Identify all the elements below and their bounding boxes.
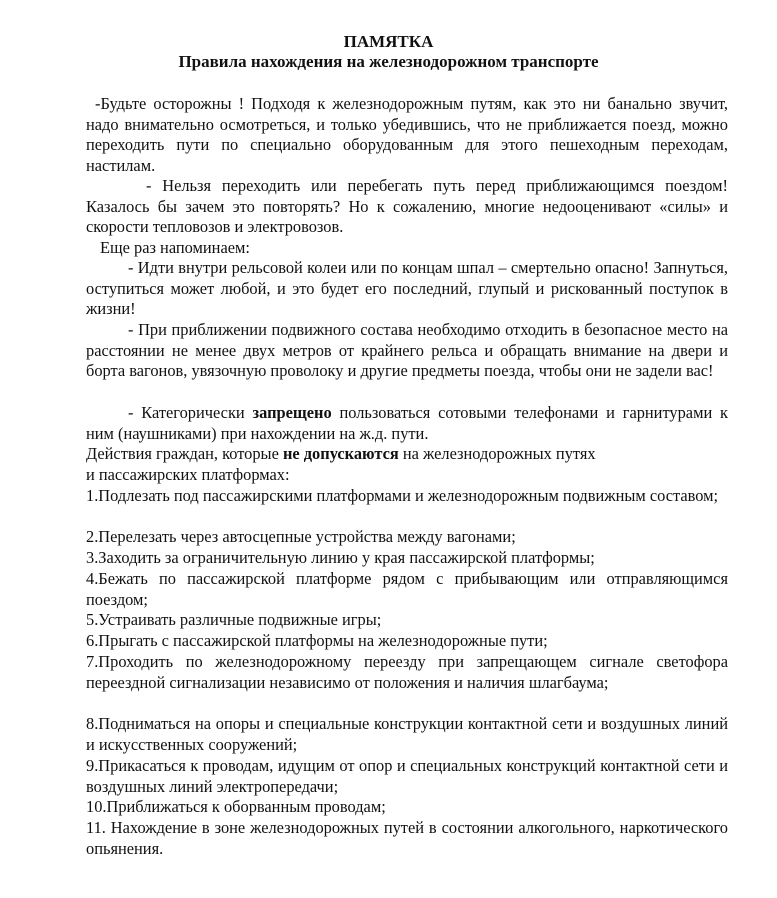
intro-paragraph: - При приближении подвижного состава необходимо отходить в безопасное место на расстоянии не менее двух метров от крайнего рельса и обращать внимание на двери и борта вагонов, увязочную проволоку и другие предметы поезда, чтобы они не задели вас! [86,320,728,380]
list-item: 8.Подниматься на опоры и специальные конструкции контактной сети и воздушных линий и искусственных сооружений; [86,714,728,754]
page-title: ПАМЯТКА [343,32,434,51]
phone-rule-emphasis: запрещено [252,403,332,422]
list-item: 10.Приближаться к оборванным проводам; [86,797,386,816]
list-item: 7.Проходить по железнодорожному переезду при запрещающем сигнале светофора переездной сигнализации независимо от положения и наличия шлагбаума; [86,652,728,692]
intro-paragraph: -Будьте осторожны ! Подходя к железнодорожным путям, как это ни банально звучит, надо внимательно осмотреться, и только убедившись, что не приближается поезд, можно переходить пути по специально оборудованным для этого пешеходным переходам, настилам. [86,94,728,175]
list-item: 11. Нахождение в зоне железнодорожных путей в состоянии алкогольного, наркотического опьянения. [86,818,728,858]
list-item: 3.Заходить за ограничительную линию у края пассажирской платформы; [86,548,595,567]
list-intro-emphasis: не допускаются [282,444,399,463]
list-intro-text: на железнодорожных путях [398,444,596,463]
list-item: 1.Подлезать под пассажирскими платформами и железнодорожным подвижным составом; [86,486,719,505]
list-intro-text: Действия граждан, которые [86,444,283,463]
list-item: 4.Бежать по пассажирской платформе рядом с прибывающим или отправляющимся поездом; [86,569,728,609]
phone-rule-paragraph [86,403,728,444]
phone-rule-text: - Категорически [128,403,253,422]
list-item: 6.Прыгать с пассажирской платформы на железнодорожные пути; [86,631,548,650]
intro-paragraph: - Нельзя переходить или перебегать путь перед приближающимся поездом! Казалось бы зачем это повторять? Но к сожалению, многие недооценивают «силы» и скорости тепловозов и электровозов. [86,176,728,236]
phone-rule-text: пользоваться сотовыми телефонами и гарнитурами к ним (наушниками) при нахождении на ж.д. пути. [86,403,728,443]
intro-paragraph: Еще раз напоминаем: [100,238,250,257]
list-item: 2.Перелезать через автосцепные устройства между вагонами; [86,527,516,546]
list-item: 9.Прикасаться к проводам, идущим от опор и специальных конструкций контактной сети и воздушных линий электропередачи; [86,756,728,796]
list-intro [86,444,728,485]
list-item: 5.Устраивать различные подвижные игры; [86,610,382,629]
intro-paragraph: - Идти внутри рельсовой колеи или по концам шпал – смертельно опасно! Запнуться, оступиться может любой, и это будет его последний, глупый и рискованный поступок в жизни! [86,258,728,318]
page-subtitle: Правила нахождения на железнодорожном транспорте [178,52,599,71]
list-intro-text: и пассажирских платформах: [86,464,290,484]
